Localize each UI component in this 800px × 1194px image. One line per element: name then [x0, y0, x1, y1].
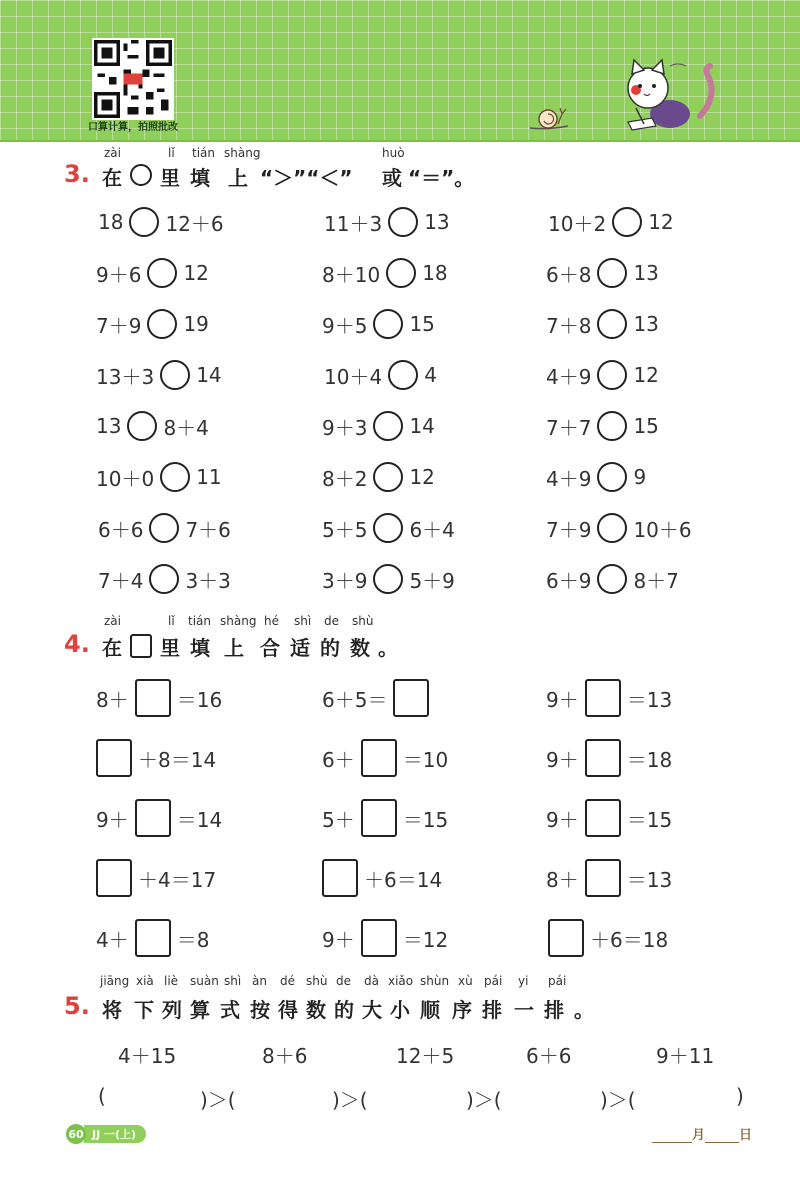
q5-number: 5.	[64, 992, 90, 1020]
compare-item	[546, 559, 679, 599]
q3-row	[0, 355, 800, 395]
compare-circle[interactable]	[127, 411, 157, 441]
q4-pinyin: lǐ	[168, 614, 175, 628]
left-expr: 6＋9	[546, 568, 592, 593]
left-expr: 4＋9	[546, 364, 592, 389]
compare-circle[interactable]	[597, 564, 627, 594]
q5-pinyin: xiǎo	[388, 974, 414, 988]
compare-circle[interactable]	[612, 207, 642, 237]
q5-text: 算	[190, 998, 210, 1022]
q3-pinyin: lǐ	[168, 146, 175, 160]
left-expr: 18	[98, 210, 124, 234]
fill-item	[546, 857, 672, 899]
left-expr: 11＋3	[324, 211, 383, 236]
q4-text: 在	[102, 636, 122, 660]
q5-text: 顺	[420, 998, 440, 1022]
left-part: 6＋5＝	[322, 687, 388, 712]
right-part: ＋4＝17	[138, 867, 217, 892]
left-part: 6＋	[322, 747, 355, 772]
q3-pinyin: huò	[382, 146, 405, 160]
q3-row	[0, 406, 800, 446]
q5-text: 序	[452, 998, 472, 1022]
left-expr: 9＋3	[322, 415, 368, 440]
q3-title	[64, 146, 764, 196]
right-expr: 10＋6	[633, 517, 692, 542]
q3-text: “＞”“＜”	[260, 166, 353, 190]
q5-text: 得	[278, 998, 298, 1022]
fill-item	[322, 917, 448, 959]
order-paren: )＞(	[600, 1088, 636, 1112]
order-expression: 4＋15	[118, 1044, 177, 1068]
compare-circle[interactable]	[160, 360, 190, 390]
left-expr: 9＋6	[96, 262, 142, 287]
compare-circle[interactable]	[149, 513, 179, 543]
q4-pinyin: shì	[294, 614, 312, 628]
q5-text: 的	[334, 998, 354, 1022]
q4-pinyin: de	[324, 614, 339, 628]
q5-pinyin: jiāng	[100, 974, 130, 988]
order-expression: 12＋5	[396, 1044, 455, 1068]
left-expr: 10＋4	[324, 364, 383, 389]
right-part: ＋8＝14	[138, 747, 217, 772]
left-expr: 7＋8	[546, 313, 592, 338]
q5-text: 将	[102, 998, 122, 1022]
q5-pinyin: liè	[164, 974, 179, 988]
q5-pinyin: de	[336, 974, 351, 988]
compare-item	[322, 559, 455, 599]
fill-item	[316, 857, 442, 899]
answer-box[interactable]	[585, 739, 621, 777]
q5-text: 排	[482, 998, 502, 1022]
q4-title	[64, 614, 764, 664]
left-part: 4＋	[96, 927, 129, 952]
compare-circle[interactable]	[386, 258, 416, 288]
q3-row	[0, 253, 800, 293]
left-expr: 5＋5	[322, 517, 368, 542]
q4-row	[0, 857, 800, 899]
fill-item	[546, 737, 672, 779]
q4-pinyin: hé	[264, 614, 279, 628]
compare-item	[322, 253, 448, 293]
answer-box[interactable]	[585, 679, 621, 717]
qr-caption: 口算计算，拍照批改	[88, 122, 178, 133]
answer-box[interactable]	[96, 739, 132, 777]
order-paren: )＞(	[466, 1088, 502, 1112]
compare-circle[interactable]	[373, 411, 403, 441]
compare-circle[interactable]	[597, 360, 627, 390]
left-part: 8＋	[96, 687, 129, 712]
left-part: 9＋	[322, 927, 355, 952]
compare-item	[96, 406, 209, 446]
q5-text: 一	[514, 998, 534, 1022]
left-part: 9＋	[546, 747, 579, 772]
q5-text: 排	[544, 998, 564, 1022]
answer-box[interactable]	[361, 739, 397, 777]
fill-item	[90, 857, 216, 899]
answer-box-icon	[130, 634, 152, 658]
compare-circle[interactable]	[597, 309, 627, 339]
q4-row	[0, 677, 800, 719]
right-expr: 19	[183, 312, 209, 336]
right-part: ＋6＝14	[364, 867, 443, 892]
fill-item	[90, 737, 216, 779]
right-expr: 3＋3	[185, 568, 231, 593]
compare-item	[96, 457, 222, 497]
answer-circle-icon	[130, 164, 152, 186]
fill-item	[322, 797, 448, 839]
compare-item	[98, 508, 231, 548]
compare-item	[546, 457, 646, 497]
q5-pinyin: xià	[136, 974, 154, 988]
compare-item	[96, 355, 222, 395]
q5-title	[64, 974, 764, 1024]
q5-text: 数	[306, 998, 326, 1022]
left-expr: 7＋9	[546, 517, 592, 542]
q4-pinyin: shàng	[220, 614, 257, 628]
q3-text: “＝”。	[408, 166, 475, 190]
right-part: ＝8	[176, 927, 210, 952]
q4-row	[0, 737, 800, 779]
answer-box[interactable]	[585, 859, 621, 897]
compare-circle[interactable]	[597, 411, 627, 441]
left-expr: 3＋9	[322, 568, 368, 593]
order-paren: )＞(	[332, 1088, 368, 1112]
compare-item	[98, 559, 231, 599]
month-label: 月	[692, 1128, 706, 1143]
day-label: 日	[739, 1128, 753, 1143]
right-expr: 13	[633, 261, 659, 285]
compare-circle[interactable]	[149, 564, 179, 594]
compare-circle[interactable]	[597, 513, 627, 543]
q3-text: 上	[228, 166, 248, 190]
compare-item	[324, 202, 450, 242]
right-part: ＝18	[626, 747, 673, 772]
cat-writing-icon	[600, 56, 720, 136]
answer-box[interactable]	[135, 679, 171, 717]
q3-row	[0, 508, 800, 548]
q3-row	[0, 457, 800, 497]
fill-item	[96, 797, 222, 839]
date-field	[652, 1124, 752, 1143]
compare-item	[546, 304, 659, 344]
fill-item	[542, 917, 668, 959]
q4-text: 里	[160, 636, 180, 660]
q4-pinyin: tián	[188, 614, 211, 628]
right-part: ＝12	[402, 927, 449, 952]
left-expr: 6＋6	[98, 517, 144, 542]
q5-text: 列	[162, 998, 182, 1022]
right-expr: 5＋9	[409, 568, 455, 593]
compare-circle[interactable]	[160, 462, 190, 492]
left-part: 5＋	[322, 807, 355, 832]
compare-circle[interactable]	[147, 309, 177, 339]
q5-text: 大	[362, 998, 382, 1022]
compare-item	[96, 253, 209, 293]
day-blank[interactable]	[705, 1128, 739, 1143]
compare-circle[interactable]	[373, 309, 403, 339]
q3-pinyin: shàng	[224, 146, 261, 160]
fill-item	[322, 737, 448, 779]
header-band	[0, 0, 800, 142]
right-expr: 12	[409, 465, 435, 489]
compare-circle[interactable]	[388, 360, 418, 390]
answer-box[interactable]	[361, 799, 397, 837]
fill-item	[322, 677, 435, 719]
right-expr: 4	[424, 363, 437, 387]
right-expr: 13	[424, 210, 450, 234]
q5-pinyin: dà	[364, 974, 379, 988]
fill-item	[546, 677, 672, 719]
left-expr: 7＋7	[546, 415, 592, 440]
fill-item	[96, 677, 222, 719]
q4-number: 4.	[64, 630, 90, 658]
q5-text: 按	[250, 998, 270, 1022]
compare-item	[98, 202, 224, 242]
answer-box[interactable]	[393, 679, 429, 717]
left-expr: 8＋2	[322, 466, 368, 491]
compare-circle[interactable]	[597, 258, 627, 288]
left-expr: 7＋9	[96, 313, 142, 338]
right-expr: 15	[409, 312, 435, 336]
compare-item	[322, 457, 435, 497]
right-expr: 15	[633, 414, 659, 438]
right-expr: 7＋6	[185, 517, 231, 542]
compare-item	[546, 406, 659, 446]
left-expr: 10＋2	[548, 211, 607, 236]
left-expr: 8＋10	[322, 262, 381, 287]
answer-box[interactable]	[135, 799, 171, 837]
right-part: ＝10	[402, 747, 449, 772]
right-part: ＝13	[626, 867, 673, 892]
q5-pinyin: xù	[458, 974, 473, 988]
q3-text: 填	[190, 166, 210, 190]
compare-item	[322, 304, 435, 344]
order-paren: )	[736, 1084, 744, 1108]
right-expr: 12	[648, 210, 674, 234]
right-expr: 8＋7	[633, 568, 679, 593]
right-part: ＝15	[626, 807, 673, 832]
right-expr: 18	[422, 261, 448, 285]
answer-box[interactable]	[361, 919, 397, 957]
right-expr: 13	[633, 312, 659, 336]
right-expr: 11	[196, 465, 222, 489]
q4-pinyin: shù	[352, 614, 374, 628]
fill-item	[546, 797, 672, 839]
answer-box[interactable]	[135, 919, 171, 957]
right-expr: 9	[633, 465, 647, 489]
q5-pinyin: shì	[224, 974, 242, 988]
left-expr: 7＋4	[98, 568, 144, 593]
q5-text: 下	[134, 998, 154, 1022]
month-blank[interactable]	[652, 1128, 692, 1143]
qr-code[interactable]	[92, 38, 174, 120]
order-expression: 6＋6	[526, 1044, 572, 1068]
answer-box[interactable]	[585, 799, 621, 837]
compare-item	[546, 355, 659, 395]
left-expr: 13	[96, 414, 122, 438]
q3-text: 在	[102, 166, 122, 190]
q5-pinyin: yi	[518, 974, 529, 988]
q4-text: 。	[378, 636, 398, 660]
q5-text: 式	[220, 998, 240, 1022]
q3-row	[0, 304, 800, 344]
q4-row	[0, 917, 800, 959]
right-part: ＋6＝18	[590, 927, 669, 952]
left-part: 9＋	[96, 807, 129, 832]
order-expression: 9＋11	[656, 1044, 715, 1068]
q4-pinyin: zài	[104, 614, 121, 628]
q3-row	[0, 202, 800, 242]
q5-text: 小	[390, 998, 410, 1022]
left-expr: 4＋9	[546, 466, 592, 491]
left-expr: 13＋3	[96, 364, 155, 389]
left-part: 9＋	[546, 807, 579, 832]
fill-item	[96, 917, 209, 959]
right-part: ＝15	[402, 807, 449, 832]
compare-item	[322, 508, 455, 548]
q3-text: 里	[160, 166, 180, 190]
compare-circle[interactable]	[597, 462, 627, 492]
right-part: ＝14	[176, 807, 223, 832]
order-expression: 8＋6	[262, 1044, 308, 1068]
compare-circle[interactable]	[388, 207, 418, 237]
right-expr: 6＋4	[409, 517, 455, 542]
compare-circle[interactable]	[129, 207, 159, 237]
q5-pinyin: pái	[548, 974, 567, 988]
q4-text: 填	[190, 636, 210, 660]
q3-number: 3.	[64, 160, 90, 188]
compare-item	[546, 253, 659, 293]
compare-circle[interactable]	[373, 462, 403, 492]
page-number: 60	[66, 1124, 86, 1144]
q4-text: 的	[320, 636, 340, 660]
order-paren: (	[98, 1084, 106, 1108]
compare-item	[546, 508, 692, 548]
right-expr: 14	[409, 414, 435, 438]
compare-item	[322, 406, 435, 446]
q5-pinyin: suàn	[190, 974, 219, 988]
q3-text: 或	[382, 166, 402, 190]
q4-text: 上	[224, 636, 244, 660]
right-expr: 12	[633, 363, 659, 387]
q4-text: 适	[290, 636, 310, 660]
q5-pinyin: shù	[306, 974, 328, 988]
q4-row	[0, 797, 800, 839]
compare-item	[324, 355, 437, 395]
right-part: ＝13	[626, 687, 673, 712]
answer-box[interactable]	[322, 859, 358, 897]
right-expr: 12＋6	[165, 211, 224, 236]
q5-pinyin: shùn	[420, 974, 450, 988]
q3-pinyin: tián	[192, 146, 215, 160]
compare-circle[interactable]	[147, 258, 177, 288]
snail-icon	[528, 102, 572, 132]
right-expr: 14	[196, 363, 222, 387]
right-expr: 12	[183, 261, 209, 285]
answer-box[interactable]	[548, 919, 584, 957]
q5-pinyin: dé	[280, 974, 295, 988]
q5-text: 。	[574, 998, 594, 1022]
q3-pinyin: zài	[104, 146, 121, 160]
left-expr: 10＋0	[96, 466, 155, 491]
left-part: 9＋	[546, 687, 579, 712]
left-expr: 9＋5	[322, 313, 368, 338]
order-paren: )＞(	[200, 1088, 236, 1112]
left-part: 8＋	[546, 867, 579, 892]
q4-text: 数	[350, 636, 370, 660]
left-expr: 6＋8	[546, 262, 592, 287]
q5-pinyin: àn	[252, 974, 267, 988]
compare-item	[548, 202, 674, 242]
compare-item	[96, 304, 209, 344]
q5-pinyin: pái	[484, 974, 503, 988]
q4-text: 合	[260, 636, 280, 660]
right-expr: 8＋4	[163, 415, 209, 440]
compare-circle[interactable]	[373, 513, 403, 543]
answer-box[interactable]	[96, 859, 132, 897]
edition-label: JJ 一(上)	[84, 1125, 146, 1143]
compare-circle[interactable]	[373, 564, 403, 594]
q3-row	[0, 559, 800, 599]
right-part: ＝16	[176, 687, 223, 712]
